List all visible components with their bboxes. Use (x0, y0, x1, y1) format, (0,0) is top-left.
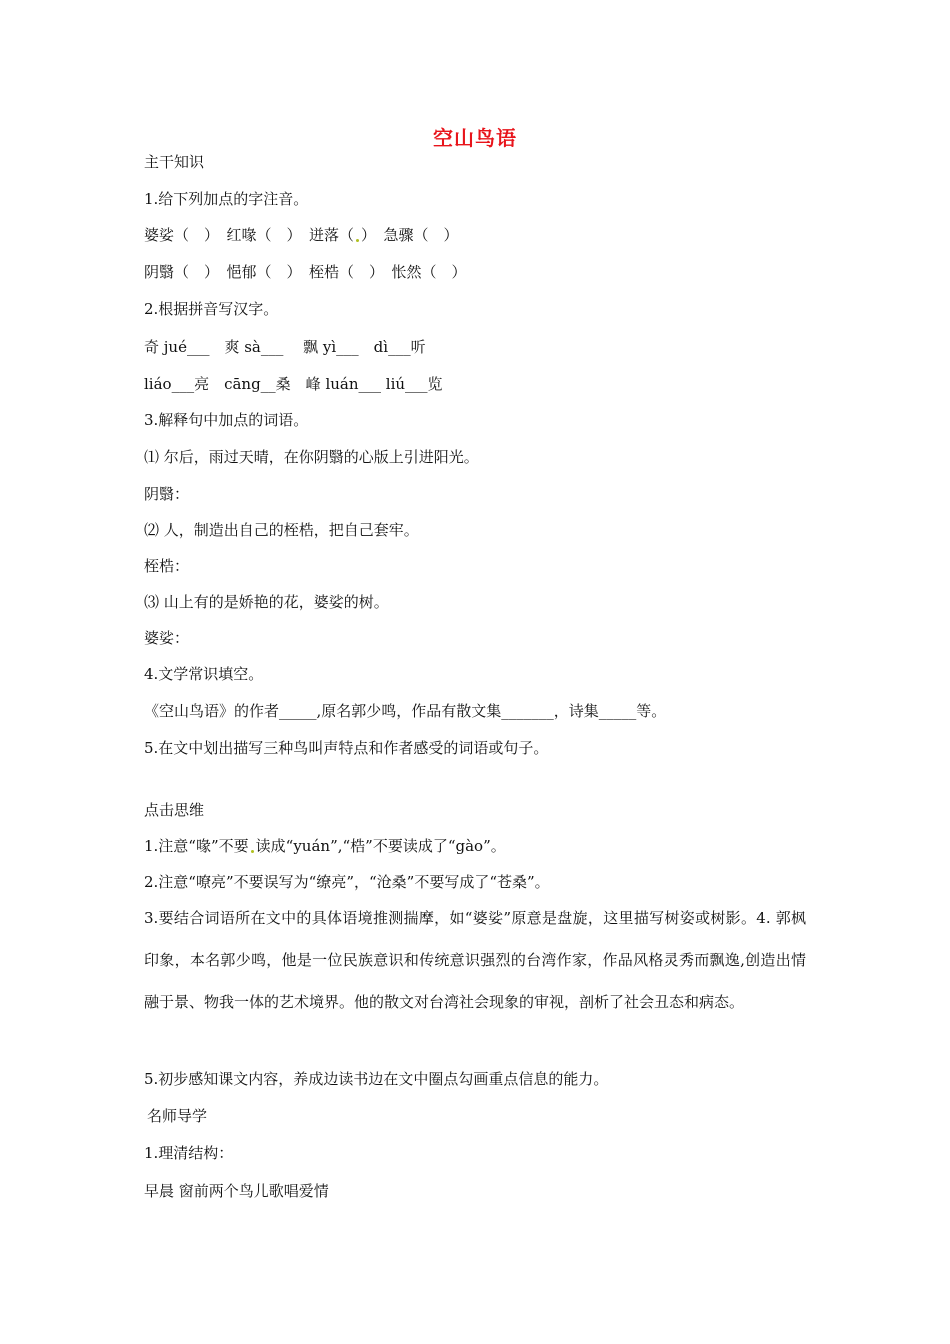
question-3-sentence-2: ⑵ 人，制造出自己的桎梏，把自己套牢。 (144, 521, 419, 539)
question-2: 2.根据拼音写汉字。 (144, 300, 279, 318)
question-3-answer-2: 桎梏： (144, 557, 190, 575)
tip-2: 2.注意“嘹亮”不要误写为“缭亮”，“沧桑”不要写成了“苍桑”。 (144, 873, 550, 891)
question-3-sentence-1: ⑴ 尔后，雨过天晴，在你阴翳的心版上引进阳光。 (144, 448, 479, 466)
question-1-row-2: 阴翳（ ） 悒郁（ ） 桎梏（ ） 怅然（ ） (144, 263, 467, 281)
guide-question-1: 1.理清结构： (144, 1144, 234, 1162)
question-5: 5.在文中划出描写三种鸟叫声特点和作者感受的词语或句子。 (144, 739, 549, 757)
tip-3-4-paragraph: 3.要结合词语所在文中的具体语境推测揣摩，如“婆娑”原意是盘旋，这里描写树姿或树影。4. 郭枫印象，本名郭少鸣，他是一位民族意识和传统意识强烈的台湾作家，作品风格灵秀而飘逸,创造出情融于景、物我一体的艺术境界。他的散文对台湾社会现象的审视，剖析了社会丑态和病态。 (144, 909, 806, 1011)
dot-mark-icon (356, 239, 359, 242)
tip-1 (144, 836, 506, 856)
question-4: 4.文学常识填空。 (144, 665, 264, 683)
tip-5: 5.初步感知课文内容，养成边读书边在文中圈点勾画重点信息的能力。 (144, 1070, 609, 1088)
question-1-row-1 (144, 225, 459, 245)
question-1: 1.给下列加点的字注音。 (144, 190, 309, 208)
section-heading-main-knowledge: 主干知识 (144, 153, 205, 171)
question-2-row-2: liáo___亮 cāng__桑 峰 luán___ liú___览 (144, 375, 443, 393)
section-heading-thinking: 点击思维 (144, 801, 205, 819)
section-heading-teacher-guide: 名师导学 (147, 1107, 208, 1125)
question-2-row-1: 奇 jué___ 爽 sà___ 飘 yì___ dì___听 (144, 338, 426, 356)
question-4-text: 《空山鸟语》的作者_____,原名郭少鸣，作品有散文集_______，诗集_____等。 (144, 702, 667, 720)
question-1-row-1-part-b: ） 急骤（ ） (361, 226, 459, 244)
question-3-sentence-3: ⑶ 山上有的是娇艳的花，婆娑的树。 (144, 593, 389, 611)
document-title: 空山鸟语 (433, 126, 517, 150)
question-1-row-1-part-a: 婆娑（ ） 红喙（ ） 迸落（ (144, 226, 355, 244)
question-3-answer-1: 阴翳： (144, 485, 190, 503)
dot-mark-icon (251, 850, 254, 853)
question-3-answer-3: 婆娑： (144, 629, 190, 647)
question-3: 3.解释句中加点的词语。 (144, 411, 309, 429)
tip-1-part-b: 读成“yuán”,“梏”不要读成了“gào”。 (255, 837, 506, 855)
structure-row-1: 早晨 窗前两个鸟儿歌唱爱情 (144, 1182, 329, 1200)
tip-1-part-a: 1.注意“喙”不要 (144, 837, 249, 855)
